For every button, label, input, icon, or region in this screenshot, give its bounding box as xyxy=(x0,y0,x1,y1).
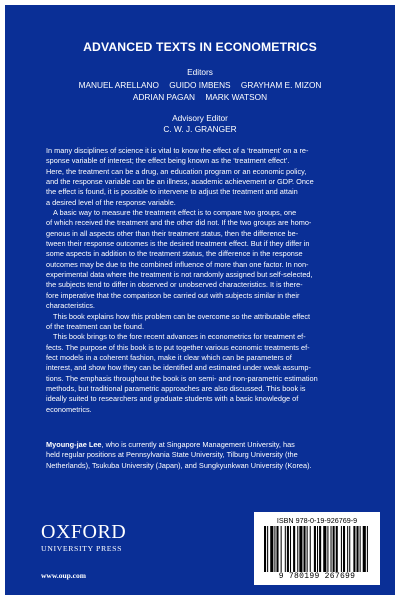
editor-name: MANUEL ARELLANO xyxy=(78,80,159,90)
blurb-line: of which received the treatment and the other did not. If the two groups are homo- xyxy=(46,218,312,228)
editor-name: MARK WATSON xyxy=(205,92,268,102)
publisher-logo: OXFORD xyxy=(41,521,127,543)
blurb-line: tween their response outcomes is the desired treatment effect. But if they differ in xyxy=(46,239,310,249)
isbn-barcode-box xyxy=(254,512,380,585)
editor-name: ADRIAN PAGAN xyxy=(132,92,195,102)
blurb-line: genous in all aspects other than their treatment status, then the difference be- xyxy=(46,228,299,238)
advisory-editor-label: Advisory Editor xyxy=(172,113,228,123)
blurb-line: and the response variable can be an illness, academic achievement or GDP. Once xyxy=(46,177,314,187)
publisher-website: www.oup.com xyxy=(41,571,87,580)
blurb-line: A basic way to measure the treatment effect is to compare two groups, one xyxy=(53,208,297,218)
blurb-line: Here, the treatment can be a drug, an education program or an economic policy, xyxy=(46,166,307,176)
author-name: Myoung-jae Lee xyxy=(46,440,102,449)
author-bio-line: Netherlands), Tsukuba University (Japan), and Sungkyunkwan University (Korea). xyxy=(46,460,312,470)
blurb-paragraph xyxy=(46,208,366,311)
series-title: ADVANCED TEXTS IN ECONOMETRICS xyxy=(83,40,317,54)
blurb-line: methods, but traditional parametric approaches are also discussed. This book is xyxy=(46,383,306,393)
blurb-line: This book explains how this problem can be overcome so the attributable effect xyxy=(53,311,311,321)
author-bio-line: held regular positions at Pennsylvania State University, Tilburg University (the xyxy=(46,450,298,460)
blurb-line: the effect is found, it is possible to intervene to adjust the treatment and attain xyxy=(46,187,298,197)
blurb-line: a desired level of the response variable. xyxy=(46,197,176,207)
blurb-text xyxy=(46,146,366,415)
blurb-line: fore imperative that the comparison be carried out with subjects similar in their xyxy=(46,290,300,300)
blurb-paragraph xyxy=(46,312,366,333)
back-cover xyxy=(5,5,395,595)
blurb-line: tions. The emphasis throughout the book is on semi- and non-parametric estimation xyxy=(46,373,318,383)
isbn-text: ISBN 978-0-19-926769-9 xyxy=(276,516,358,525)
author-bio-line xyxy=(46,440,366,450)
editor-name: GRAYHAM E. MIZON xyxy=(240,80,322,90)
editors-row-2 xyxy=(5,92,395,102)
blurb-line: In many disciplines of science it is vital to know the effect of a ‘treatment’ on a re- xyxy=(46,146,309,155)
blurb-line: ideally suited to researchers and graduate students with a basic knowledge of xyxy=(46,394,299,404)
author-bio-text: , who is currently at Singapore Management University, has xyxy=(101,440,295,449)
editor-name: GUIDO IMBENS xyxy=(169,80,231,90)
blurb-paragraph xyxy=(46,332,366,415)
blurb-line: some aspects in addition to the treatment status, the difference in the response xyxy=(46,249,303,259)
editors-row-1 xyxy=(5,80,395,90)
barcode-icon xyxy=(264,526,370,572)
blurb-line: the subjects tend to differ in observed or unobserved characteristics. It is there- xyxy=(46,280,303,290)
blurb-line: fect models in a coherent fashion, make it clear which can be parameters of xyxy=(46,352,292,362)
editors-label: Editors xyxy=(187,67,213,77)
publisher-press: UNIVERSITY PRESS xyxy=(41,544,123,553)
blurb-line: fects. The purpose of this book is to put together various economic treatments ef- xyxy=(46,342,310,352)
blurb-paragraph xyxy=(46,146,366,208)
blurb-line: outcomes may be due to the combined influence of more than one factor. In non- xyxy=(46,259,309,269)
blurb-line: characteristics. xyxy=(46,301,95,311)
blurb-line: experimental data where the treatment is not randomly assigned but self-selected, xyxy=(46,270,313,280)
blurb-line: sponse variable of interest; the effect being known as the ‘treatment effect’. xyxy=(46,156,290,166)
blurb-line: econometrics. xyxy=(46,404,92,414)
author-bio xyxy=(46,440,366,471)
advisory-editor-name: C. W. J. GRANGER xyxy=(163,124,237,134)
blurb-line: of the treatment can be found. xyxy=(46,321,144,331)
barcode-digits: 9 780199 267699 xyxy=(278,572,356,581)
blurb-line: This book brings to the fore recent advances in econometrics for treatment ef- xyxy=(53,332,306,342)
blurb-line: interest, and show how they can be identified and estimated under weak assump- xyxy=(46,363,311,373)
